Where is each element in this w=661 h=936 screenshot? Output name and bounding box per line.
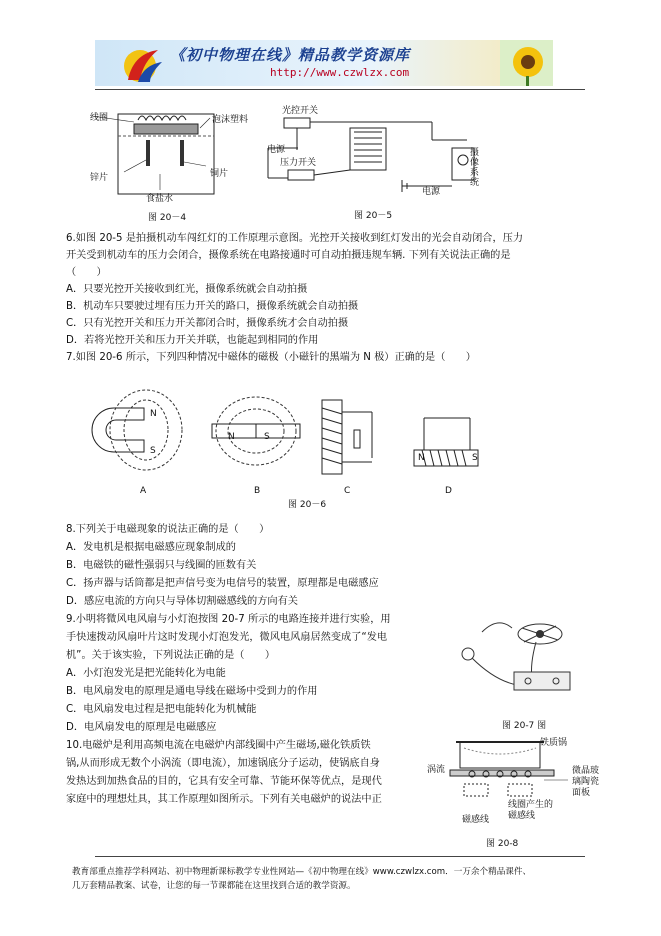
fig20-4-label-coil: 线圈 — [90, 113, 109, 123]
fig20-6-panel-c: C — [344, 486, 351, 496]
fig20-6-pole-d-s: S — [472, 453, 478, 463]
q6-line-2: 开关受到机动车的压力会闭合，摄像系统在电路接通时可自动拍摄违规车辆. 下列有关说法正确的是 — [66, 250, 511, 261]
fig20-6-pole-b-s: S — [264, 432, 270, 442]
q10-line-2: 锅,从而形成无数个小涡流（即电流），加速锅底分子运动，使锅底自身 — [66, 758, 380, 769]
q6-line-1: 6.如图 20-5 是拍摄机动车闯红灯的工作原理示意图。光控开关接收到红灯发出的光会自动闭合，压力 — [66, 233, 524, 244]
fig20-6-caption: 图 20－6 — [288, 500, 327, 510]
fig20-8-caption: 图 20-8 — [486, 839, 519, 849]
q9-line-3: 机”。关于该实验，下列说法正确的是（ ） — [66, 650, 276, 661]
q9-option-c: C．电风扇发电过程是把电能转化为机械能 — [66, 704, 257, 715]
q8-option-d: D．感应电流的方向只与导体切割磁感线的方向有关 — [66, 596, 298, 607]
q10-line-4: 家庭中的理想灶具，其工作原理如图所示。下列有关电磁炉的说法中正 — [66, 794, 382, 805]
q6-option-b: B．机动车只要驶过埋有压力开关的路口，摄像系统就会自动拍摄 — [66, 301, 359, 312]
fig20-5-label-pressure-switch: 压力开关 — [280, 158, 317, 168]
q10-line-3: 发热达到加热食品的目的，它具有安全可靠、节能环保等优点，是现代 — [66, 776, 382, 787]
fig20-6-panel-a: A — [140, 486, 147, 496]
q10-line-1: 10.电磁炉是利用高频电流在电磁炉内部线圈中产生磁场,磁化铁质铁 — [66, 740, 371, 751]
fig20-6-panel-b: B — [254, 486, 261, 496]
footer-line-2: 几万套精品教案、试卷，让您的每一节课都能在这里找到合适的教学资源。 — [72, 881, 356, 891]
q8-stem: 8.下列关于电磁现象的说法正确的是（ ） — [66, 524, 270, 535]
fig20-4-label-saltwater: 食盐水 — [146, 194, 174, 204]
q6-option-d: D．若将光控开关和压力开关并联，也能起到相同的作用 — [66, 335, 319, 346]
q6-option-a: A．只要光控开关接收到红光，摄像系统就会自动拍摄 — [66, 284, 308, 295]
fig20-5-caption: 图 20－5 — [354, 211, 393, 221]
fig20-8-label-field-lines: 磁感线 — [462, 815, 490, 825]
fig20-6-pole-a-n: N — [150, 409, 157, 419]
q9-line-1: 9.小明将微风电风扇与小灯泡按图 20-7 所示的电路连接并进行实验，用 — [66, 614, 391, 625]
q7-stem: 7.如图 20-6 所示，下列四种情况中磁体的磁极（小磁针的黑端为 N 极）正确的是（ ） — [66, 352, 476, 363]
q9-option-a: A．小灯泡发光是把光能转化为电能 — [66, 668, 226, 679]
q8-option-b: B．电磁铁的磁性强弱只与线圈的匝数有关 — [66, 560, 257, 571]
site-logo — [118, 42, 166, 84]
figure-20-7 — [452, 604, 582, 714]
q6-line-3: （ ） — [66, 267, 107, 278]
header-divider — [95, 89, 585, 90]
fig20-4-label-foam: 泡沫塑料 — [212, 115, 249, 125]
fig20-8-label-panel: 微晶玻璃陶瓷面板 — [572, 766, 600, 798]
fig20-4-caption: 图 20－4 — [148, 213, 187, 223]
fig20-8-label-eddy: 涡流 — [427, 765, 446, 775]
fig20-5-label-light-switch: 光控开关 — [282, 106, 319, 116]
q8-option-c: C．扬声器与话筒都是把声信号变为电信号的装置，原理都是电磁感应 — [66, 578, 379, 589]
q8-option-a: A．发电机是根据电磁感应现象制成的 — [66, 542, 236, 553]
fig20-5-label-camera: 摄像系统 — [470, 148, 480, 188]
fig20-6-pole-b-n: N — [228, 432, 235, 442]
site-url[interactable]: http://www.czwlzx.com — [270, 66, 410, 79]
q9-option-b: B．电风扇发电的原理是通电导线在磁场中受到力的作用 — [66, 686, 318, 697]
fig20-4-label-copper: 铜片 — [210, 169, 229, 179]
fig20-4-label-zinc: 锌片 — [90, 173, 109, 183]
q9-line-2: 手快速拨动风扇叶片这时发现小灯泡发光，微风电风扇居然变成了“发电 — [66, 632, 388, 643]
figure-20-6 — [84, 378, 524, 498]
fig20-7-caption: 图 20-7 图 — [502, 721, 547, 731]
site-title: 《初中物理在线》精品教学资源库 — [170, 46, 411, 64]
fig20-6-panel-d: D — [445, 486, 452, 496]
fig20-6-pole-a-s: S — [150, 446, 156, 456]
fig20-8-label-pan: 铁质锅 — [540, 738, 568, 748]
fig20-5-label-power-right: 电源 — [422, 187, 441, 197]
fig20-5-label-power-left: 电源 — [267, 145, 286, 155]
q6-option-c: C．只有光控开关和压力开关都闭合时，摄像系统才会自动拍摄 — [66, 318, 349, 329]
footer-divider — [95, 856, 585, 857]
fig20-6-pole-d-n: N — [418, 453, 425, 463]
q9-option-d: D．电风扇发电的原理是电磁感应 — [66, 722, 217, 733]
fig20-8-label-coil-field: 线圈产生的磁感线 — [508, 800, 554, 821]
sunflower-image — [500, 40, 553, 86]
footer-line-1: 教育部重点推荐学科网站、初中物理新课标教学专业性网站—《初中物理在线》www.czwlzx.com．一万余个精品课件、 — [72, 867, 532, 877]
